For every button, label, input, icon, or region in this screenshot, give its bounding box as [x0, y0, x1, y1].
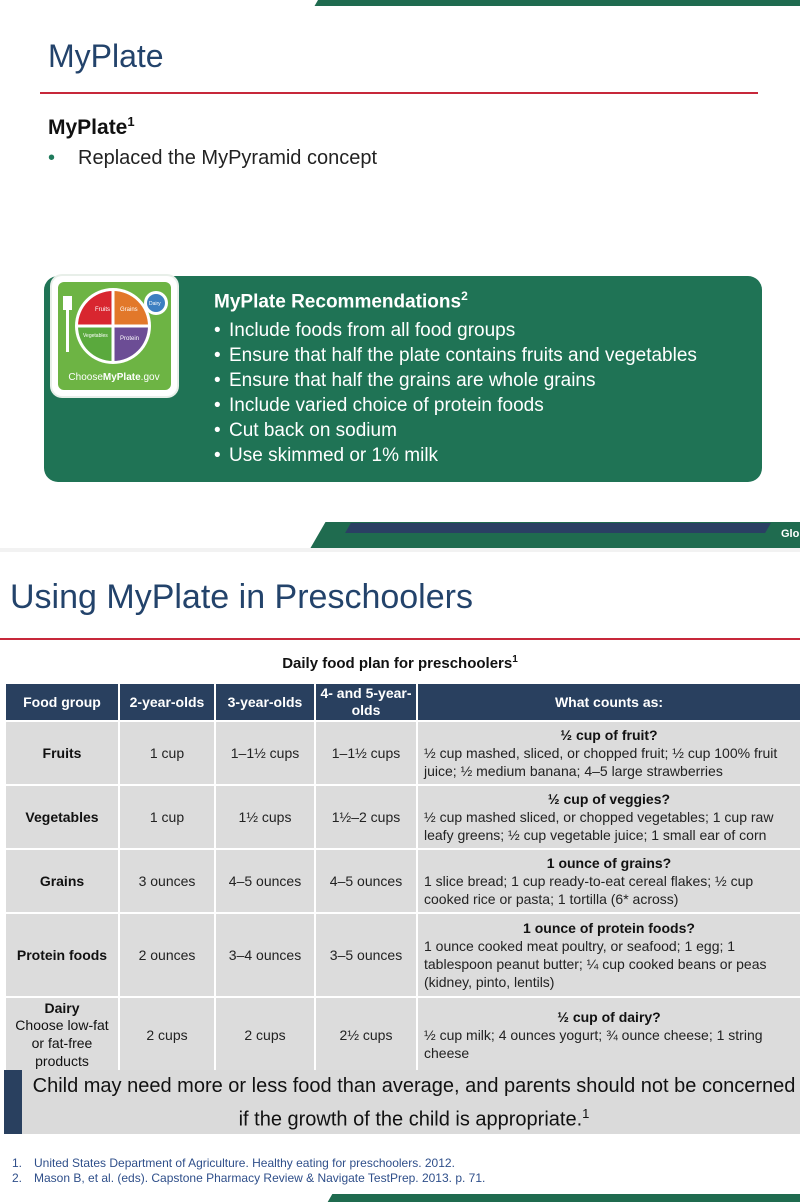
recommendations-title [214, 289, 468, 313]
title-divider [40, 92, 758, 94]
amount-4-5-cell: 1–1½ cups [316, 722, 416, 784]
amount-3-cell: 4–5 ounces [216, 850, 314, 912]
amount-4-5-cell: 1½–2 cups [316, 786, 416, 848]
table-row [6, 998, 800, 1072]
table-row [6, 722, 800, 784]
reference-text: United States Department of Agriculture. Healthy eating for preschoolers. 2012. [34, 1156, 455, 1170]
table-row [6, 850, 800, 912]
food-group-note: Choose low-fat or fat-free products [15, 1017, 109, 1069]
recommendations-ref: 2 [461, 289, 468, 303]
logo-protein-label: Protein [120, 336, 140, 342]
what-counts-cell [418, 850, 800, 912]
amount-3-cell: 2 cups [216, 998, 314, 1072]
caption-ref: 1 [512, 654, 518, 665]
myplate-logo-background [58, 282, 171, 390]
amount-4-5-cell: 3–5 ounces [316, 914, 416, 996]
amount-2-cell: 2 ounces [120, 914, 214, 996]
amount-3-cell: 1½ cups [216, 786, 314, 848]
what-counts-cell [418, 998, 800, 1072]
note-ref: 1 [582, 1106, 590, 1121]
header-2-year-olds: 2-year-olds [120, 684, 214, 720]
counts-text: 1 ounce cooked meat poultry, or seafood; 1 egg; 1 tablespoon peanut butter; ¼ cup cooked beans or peas (kidney, pinto, lentils) [424, 938, 767, 990]
table-header-row [6, 684, 800, 720]
slide-myplate [0, 0, 800, 548]
recommendations-title-text: MyPlate Recommendations [214, 291, 462, 313]
reference-number: 2. [12, 1171, 23, 1185]
header-what-counts: What counts as: [418, 684, 800, 720]
counts-title: ½ cup of dairy? [557, 1009, 661, 1025]
recommendations-list [214, 318, 697, 468]
counts-text: ½ cup mashed sliced, or chopped vegetables; 1 cup raw leafy greens; ½ cup vegetable juice; 1 small ear of corn [424, 809, 774, 843]
note-text-content: Child may need more or less food than average, and parents should not be concerned if the growth of the child is appropriate. [32, 1075, 796, 1131]
counts-text: 1 slice bread; 1 cup ready-to-eat cereal flakes; ½ cup cooked rice or pasta; 1 tortilla (6* across) [424, 873, 754, 907]
counts-title: 1 ounce of protein foods? [523, 920, 695, 936]
myplate-logo [52, 276, 177, 396]
amount-2-cell: 1 cup [120, 786, 214, 848]
recommendation-item: • Ensure that half the plate contains fruits and vegetables [214, 343, 697, 368]
slide1-title: MyPlate [48, 38, 164, 74]
references-list [12, 1156, 485, 1186]
counts-text: ½ cup milk; 4 ounces yogurt; ¾ ounce cheese; 1 string cheese [424, 1027, 763, 1061]
footer-decor-stripe [345, 523, 771, 533]
logo-grains-label: Grains [120, 307, 138, 313]
counts-title: 1 ounce of grains? [546, 855, 672, 871]
reference-number: 1. [12, 1156, 23, 1170]
header-food-group: Food group [6, 684, 118, 720]
reference-item [12, 1171, 485, 1186]
title-divider [0, 638, 800, 640]
bullet-text: Replaced the MyPyramid concept [78, 147, 378, 169]
counts-title: ½ cup of fruit? [560, 727, 658, 743]
amount-2-cell: 2 cups [120, 998, 214, 1072]
table-caption [0, 654, 800, 672]
reference-text: Mason B, et al. (eds). Capstone Pharmacy Review & Navigate TestPrep. 2013. p. 71. [34, 1171, 486, 1185]
slide-preschoolers [0, 552, 800, 1200]
header-3-year-olds: 3-year-olds [216, 684, 314, 720]
recommendation-item: • Cut back on sodium [214, 418, 697, 443]
recommendation-item: • Use skimmed or 1% milk [214, 443, 697, 468]
counts-title: ½ cup of veggies? [547, 791, 671, 807]
recommendation-item: • Ensure that half the grains are whole grains [214, 368, 697, 393]
amount-4-5-cell: 2½ cups [316, 998, 416, 1072]
food-plan-table [4, 682, 800, 1074]
myplate-heading [48, 114, 135, 140]
logo-dairy-label: Dairy [149, 301, 161, 307]
bullet-icon: • [48, 147, 56, 169]
what-counts-cell [418, 722, 800, 784]
logo-brand-text: ChooseMyPlate.gov [68, 372, 160, 383]
food-group-cell: Protein foods [6, 914, 118, 996]
amount-3-cell: 1–1½ cups [216, 722, 314, 784]
table-row [6, 914, 800, 996]
amount-3-cell: 3–4 ounces [216, 914, 314, 996]
logo-fruits-label: Fruits [95, 307, 110, 313]
header-4-5-year-olds: 4- and 5-year-olds [316, 684, 416, 720]
amount-2-cell: 1 cup [120, 722, 214, 784]
what-counts-cell [418, 914, 800, 996]
table-caption-text: Daily food plan for preschoolers [282, 655, 513, 672]
footer-decor-band [328, 1194, 800, 1202]
heading-ref: 1 [127, 114, 135, 129]
amount-2-cell: 3 ounces [120, 850, 214, 912]
myplate-heading-text: MyPlate [48, 116, 128, 139]
top-decor-band [315, 0, 800, 6]
food-group-name: Dairy [44, 1000, 80, 1016]
counts-text: ½ cup mashed, sliced, or chopped fruit; ½ cup 100% fruit juice; ½ medium banana; 4–5 large strawberries [424, 745, 778, 779]
what-counts-cell [418, 786, 800, 848]
recommendation-item: • Include foods from all food groups [214, 318, 697, 343]
slide2-title: Using MyPlate in Preschoolers [10, 578, 473, 616]
food-group-cell: Fruits [6, 722, 118, 784]
myplate-plate-icon [58, 282, 171, 390]
logo-vegetables-label: Vegetables [83, 333, 108, 339]
bullet-item [48, 147, 377, 170]
table-row [6, 786, 800, 848]
food-group-cell: Grains [6, 850, 118, 912]
recommendation-item: • Include varied choice of protein foods [214, 393, 697, 418]
food-group-cell: Vegetables [6, 786, 118, 848]
note-text [28, 1072, 800, 1134]
amount-4-5-cell: 4–5 ounces [316, 850, 416, 912]
reference-item [12, 1156, 485, 1171]
food-group-cell [6, 998, 118, 1072]
note-accent-bar [4, 1070, 22, 1134]
footer-brand-fragment: Glo [781, 528, 800, 540]
